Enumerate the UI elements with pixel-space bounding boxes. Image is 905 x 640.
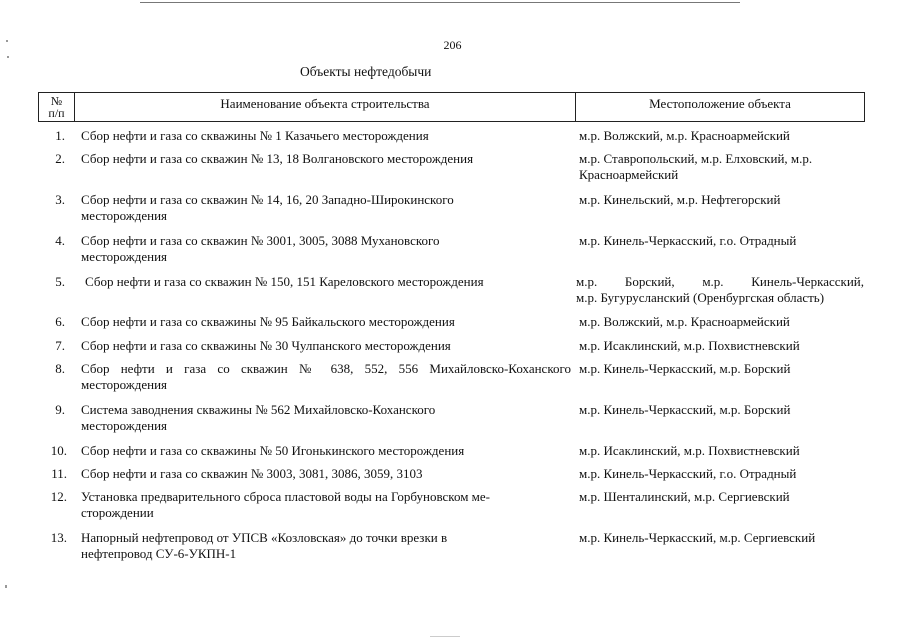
- scan-speck: [7, 56, 9, 58]
- row-location: м.р. Исаклинский, м.р. Похвистневский: [579, 443, 800, 458]
- row-location: м.р. Кинель-Черкасский, г.о. Отрадный: [579, 233, 797, 248]
- row-name: Сбор нефти и газа со скважин № 3003, 3081, 3086, 3059, 3103: [81, 466, 423, 481]
- row-location-word: м.р.: [576, 274, 598, 289]
- row-location-line1: [576, 274, 864, 290]
- scan-speck: [5, 585, 7, 588]
- row-location: м.р. Кинель-Черкасский, м.р. Борский: [579, 402, 791, 417]
- row-number: 3.: [55, 192, 65, 207]
- row-name-line2: сторождении: [81, 505, 154, 520]
- row-number: 12.: [50, 489, 67, 504]
- row-name: Сбор нефти и газа со скважин № 3001, 3005, 3088 Мухановского месторождения: [81, 233, 440, 264]
- row-name: Сбор нефти и газа со скважины № 95 Байкальского месторождения: [81, 314, 455, 329]
- row-number: 1.: [55, 128, 65, 143]
- row-name: Сбор нефти и газа со скважин № 14, 16, 20 Западно-Широкинского месторождения: [81, 192, 454, 223]
- row-name: Система заводнения скважины № 562 Михайловско-Коханского месторождения: [81, 402, 436, 433]
- header-number-bottom: п/п: [48, 106, 65, 120]
- row-location: м.р. Шенталинский, м.р. Сергиевский: [579, 489, 790, 504]
- row-location: м.р. Исаклинский, м.р. Похвистневский: [579, 338, 800, 353]
- row-number: 4.: [55, 233, 65, 248]
- row-number: 10.: [50, 443, 67, 458]
- row-number: 6.: [55, 314, 65, 329]
- row-name-line1: Установка предварительного сброса пластовой воды на Горбуновском ме-: [81, 489, 491, 504]
- row-name: Сбор нефти и газа со скважин № 150, 151 Кареловского месторождения: [85, 274, 484, 289]
- row-location-word: Борский,: [624, 274, 675, 289]
- page-number: 206: [443, 38, 462, 52]
- header-location: Местоположение объекта: [649, 96, 791, 111]
- row-location: м.р. Кинель-Черкасский, м.р. Борский: [579, 361, 791, 376]
- page-title: Объекты нефтедобычи: [300, 64, 432, 79]
- row-location: м.р. Ставропольский, м.р. Елховский, м.р. Красноармейский: [579, 151, 813, 182]
- row-location-line2: м.р. Бугурусланский (Оренбургская область): [576, 290, 825, 305]
- row-name: [81, 489, 571, 521]
- row-name: Напорный нефтепровод от УПСВ «Козловская» до точки врезки в нефтепровод СУ-6-УКПН-1: [81, 530, 448, 561]
- scan-speck: [430, 636, 460, 637]
- row-name: Сбор нефти и газа со скважин № 638, 552, 556 Михайловско-Коханского месторождения: [81, 361, 571, 392]
- row-number: 11.: [51, 466, 67, 481]
- row-location: м.р. Кинель-Черкасский, г.о. Отрадный: [579, 466, 797, 481]
- row-number: 13.: [50, 530, 67, 545]
- row-number: 5.: [55, 274, 65, 289]
- row-number: 9.: [55, 402, 65, 417]
- objects-table: [38, 92, 865, 561]
- scan-speck: [6, 40, 8, 42]
- row-location: [576, 274, 864, 306]
- row-location-word: Кинель-Черкасский,: [751, 274, 864, 289]
- row-name: Сбор нефти и газа со скважины № 30 Чулпанского месторождения: [81, 338, 451, 353]
- row-number: 8.: [55, 361, 65, 376]
- row-number: 7.: [55, 338, 65, 353]
- row-name: Сбор нефти и газа со скважин № 13, 18 Волгановского месторождения: [81, 151, 474, 166]
- row-location-word: м.р.: [702, 274, 724, 289]
- header-number: [39, 93, 75, 121]
- row-name: Сбор нефти и газа со скважины № 1 Казачьего месторождения: [81, 128, 429, 143]
- row-name: Сбор нефти и газа со скважины № 50 Игонькинского месторождения: [81, 443, 465, 458]
- header-name: Наименование объекта строительства: [75, 93, 576, 121]
- row-location: м.р. Волжский, м.р. Красноармейский: [579, 314, 790, 329]
- header-number-top: №: [50, 94, 63, 108]
- row-location: м.р. Волжский, м.р. Красноармейский: [579, 128, 790, 143]
- table-header: [38, 92, 865, 122]
- top-rule: [140, 2, 740, 3]
- row-location: м.р. Кинель-Черкасский, м.р. Сергиевский: [579, 530, 816, 545]
- row-location: м.р. Кинельский, м.р. Нефтегорский: [579, 192, 781, 207]
- row-number: 2.: [55, 151, 65, 166]
